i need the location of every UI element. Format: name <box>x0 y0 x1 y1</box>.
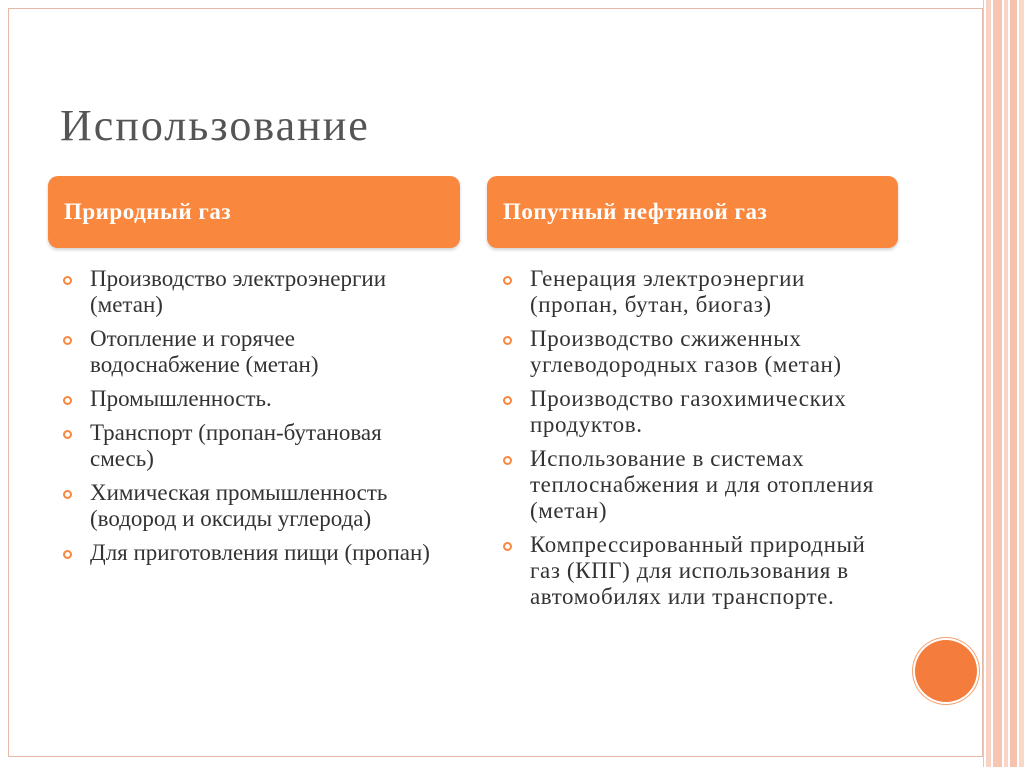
list-item-text: Производство сжиженных углеводородных газов (метан) <box>530 326 842 377</box>
bullet-ring-icon <box>503 276 512 285</box>
list-item <box>62 420 447 472</box>
list-item <box>502 532 892 610</box>
list-item-text: Использование в системах теплоснабжения и для отопления (метан) <box>530 446 874 523</box>
list-item <box>502 326 892 378</box>
list-item-text: Для приготовления пищи (пропан) <box>90 540 430 565</box>
list-item-text: Отопление и горячее водоснабжение (метан) <box>90 326 319 377</box>
list-item-text: Производство электроэнергии (метан) <box>90 266 387 317</box>
left-column-header-label: Природный газ <box>64 199 232 224</box>
list-item-text: Химическая промышленность (водород и оксиды углерода) <box>90 480 388 531</box>
list-item <box>502 446 892 524</box>
bullet-ring-icon <box>63 396 72 405</box>
list-item-text: Промышленность. <box>90 386 272 411</box>
slide-title: Использование <box>60 101 370 150</box>
list-item-text: Генерация электроэнергии (пропан, бутан, биогаз) <box>530 266 805 317</box>
left-column-list <box>62 266 447 574</box>
list-item <box>62 480 447 532</box>
decorative-circle <box>915 640 977 702</box>
list-item <box>502 266 892 318</box>
list-item-text: Транспорт (пропан-бутановая смесь) <box>90 420 382 471</box>
list-item <box>62 326 447 378</box>
bullet-ring-icon <box>503 456 512 465</box>
left-column-header <box>48 176 460 248</box>
list-item <box>62 540 447 566</box>
bullet-ring-icon <box>63 276 72 285</box>
bullet-ring-icon <box>63 336 72 345</box>
bullet-ring-icon <box>63 550 72 559</box>
right-column-header-label: Попутный нефтяной газ <box>503 199 768 224</box>
list-item <box>62 266 447 318</box>
bullet-ring-icon <box>503 542 512 551</box>
bullet-ring-icon <box>503 336 512 345</box>
bullet-ring-icon <box>63 430 72 439</box>
list-item <box>502 386 892 438</box>
decorative-stripes <box>983 0 1024 767</box>
right-column-header <box>487 176 898 248</box>
bullet-ring-icon <box>503 396 512 405</box>
list-item-text: Производство газохимических продуктов. <box>530 386 847 437</box>
right-column-list <box>502 266 892 618</box>
list-item-text: Компрессированный природный газ (КПГ) для использования в автомобилях или транспорте. <box>530 532 866 609</box>
bullet-ring-icon <box>63 490 72 499</box>
list-item <box>62 386 447 412</box>
